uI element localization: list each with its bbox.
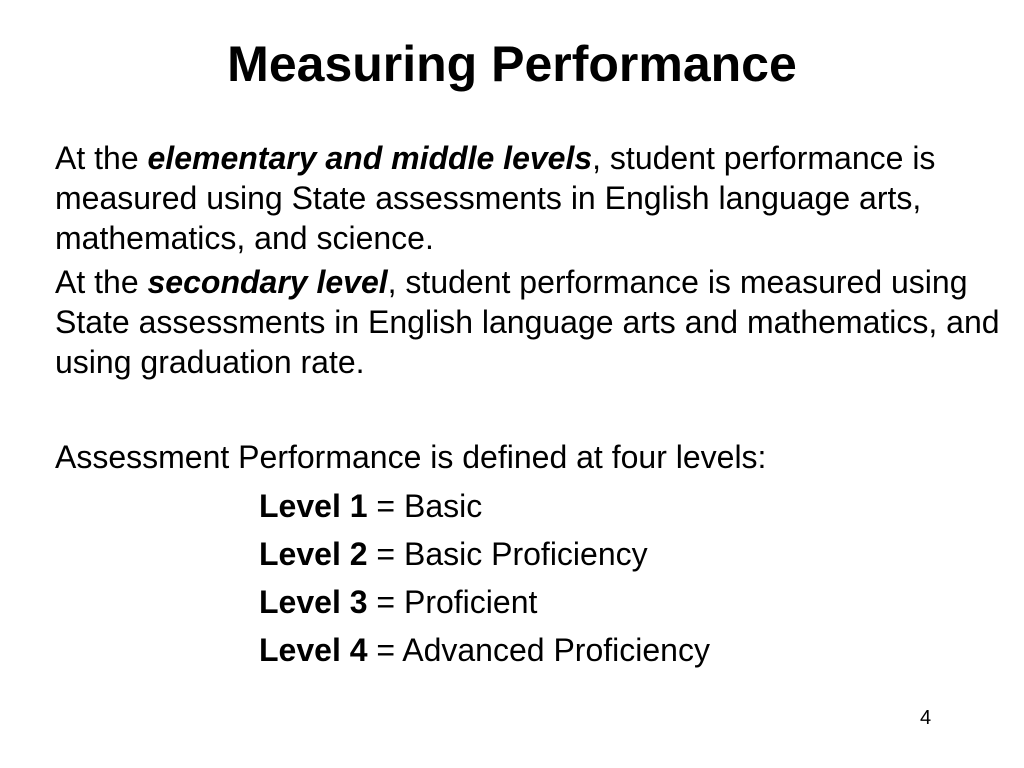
- paragraph-levels-intro: Assessment Performance is defined at four levels:: [55, 439, 767, 475]
- performance-levels-list: [259, 482, 710, 674]
- slide-title: Measuring Performance: [227, 36, 797, 92]
- paragraph-prefix: At the: [55, 140, 148, 176]
- paragraph-emphasis: secondary level: [147, 264, 388, 300]
- level-name: Level 1: [259, 488, 368, 524]
- level-name: Level 2: [259, 536, 368, 572]
- level-description: Basic: [403, 488, 483, 524]
- level-name: Level 4: [259, 632, 368, 668]
- level-separator: =: [367, 536, 404, 572]
- level-separator: =: [367, 488, 404, 524]
- level-separator: =: [367, 632, 403, 668]
- paragraph-suffix: , student performance is measured using State assessments in English language arts, mathematics, and science.: [55, 140, 936, 256]
- paragraph-prefix: At the: [55, 264, 148, 300]
- level-description: Proficient: [403, 584, 538, 620]
- level-description: Advanced Proficiency: [402, 632, 710, 668]
- level-name: Level 3: [259, 584, 368, 620]
- level-item: [259, 578, 710, 626]
- paragraph-emphasis: elementary and middle levels: [147, 140, 593, 176]
- level-description: Basic Proficiency: [403, 536, 648, 572]
- paragraph-suffix: , student performance is measured using State assessments in English language arts and mathematics, and using graduation rate.: [55, 264, 1000, 380]
- level-item: [259, 530, 710, 578]
- level-separator: =: [367, 584, 404, 620]
- paragraph-elementary-middle: [55, 138, 1015, 258]
- level-item: [259, 626, 710, 674]
- paragraph-secondary: [55, 262, 1015, 382]
- level-item: [259, 482, 710, 530]
- page-number: 4: [920, 707, 932, 729]
